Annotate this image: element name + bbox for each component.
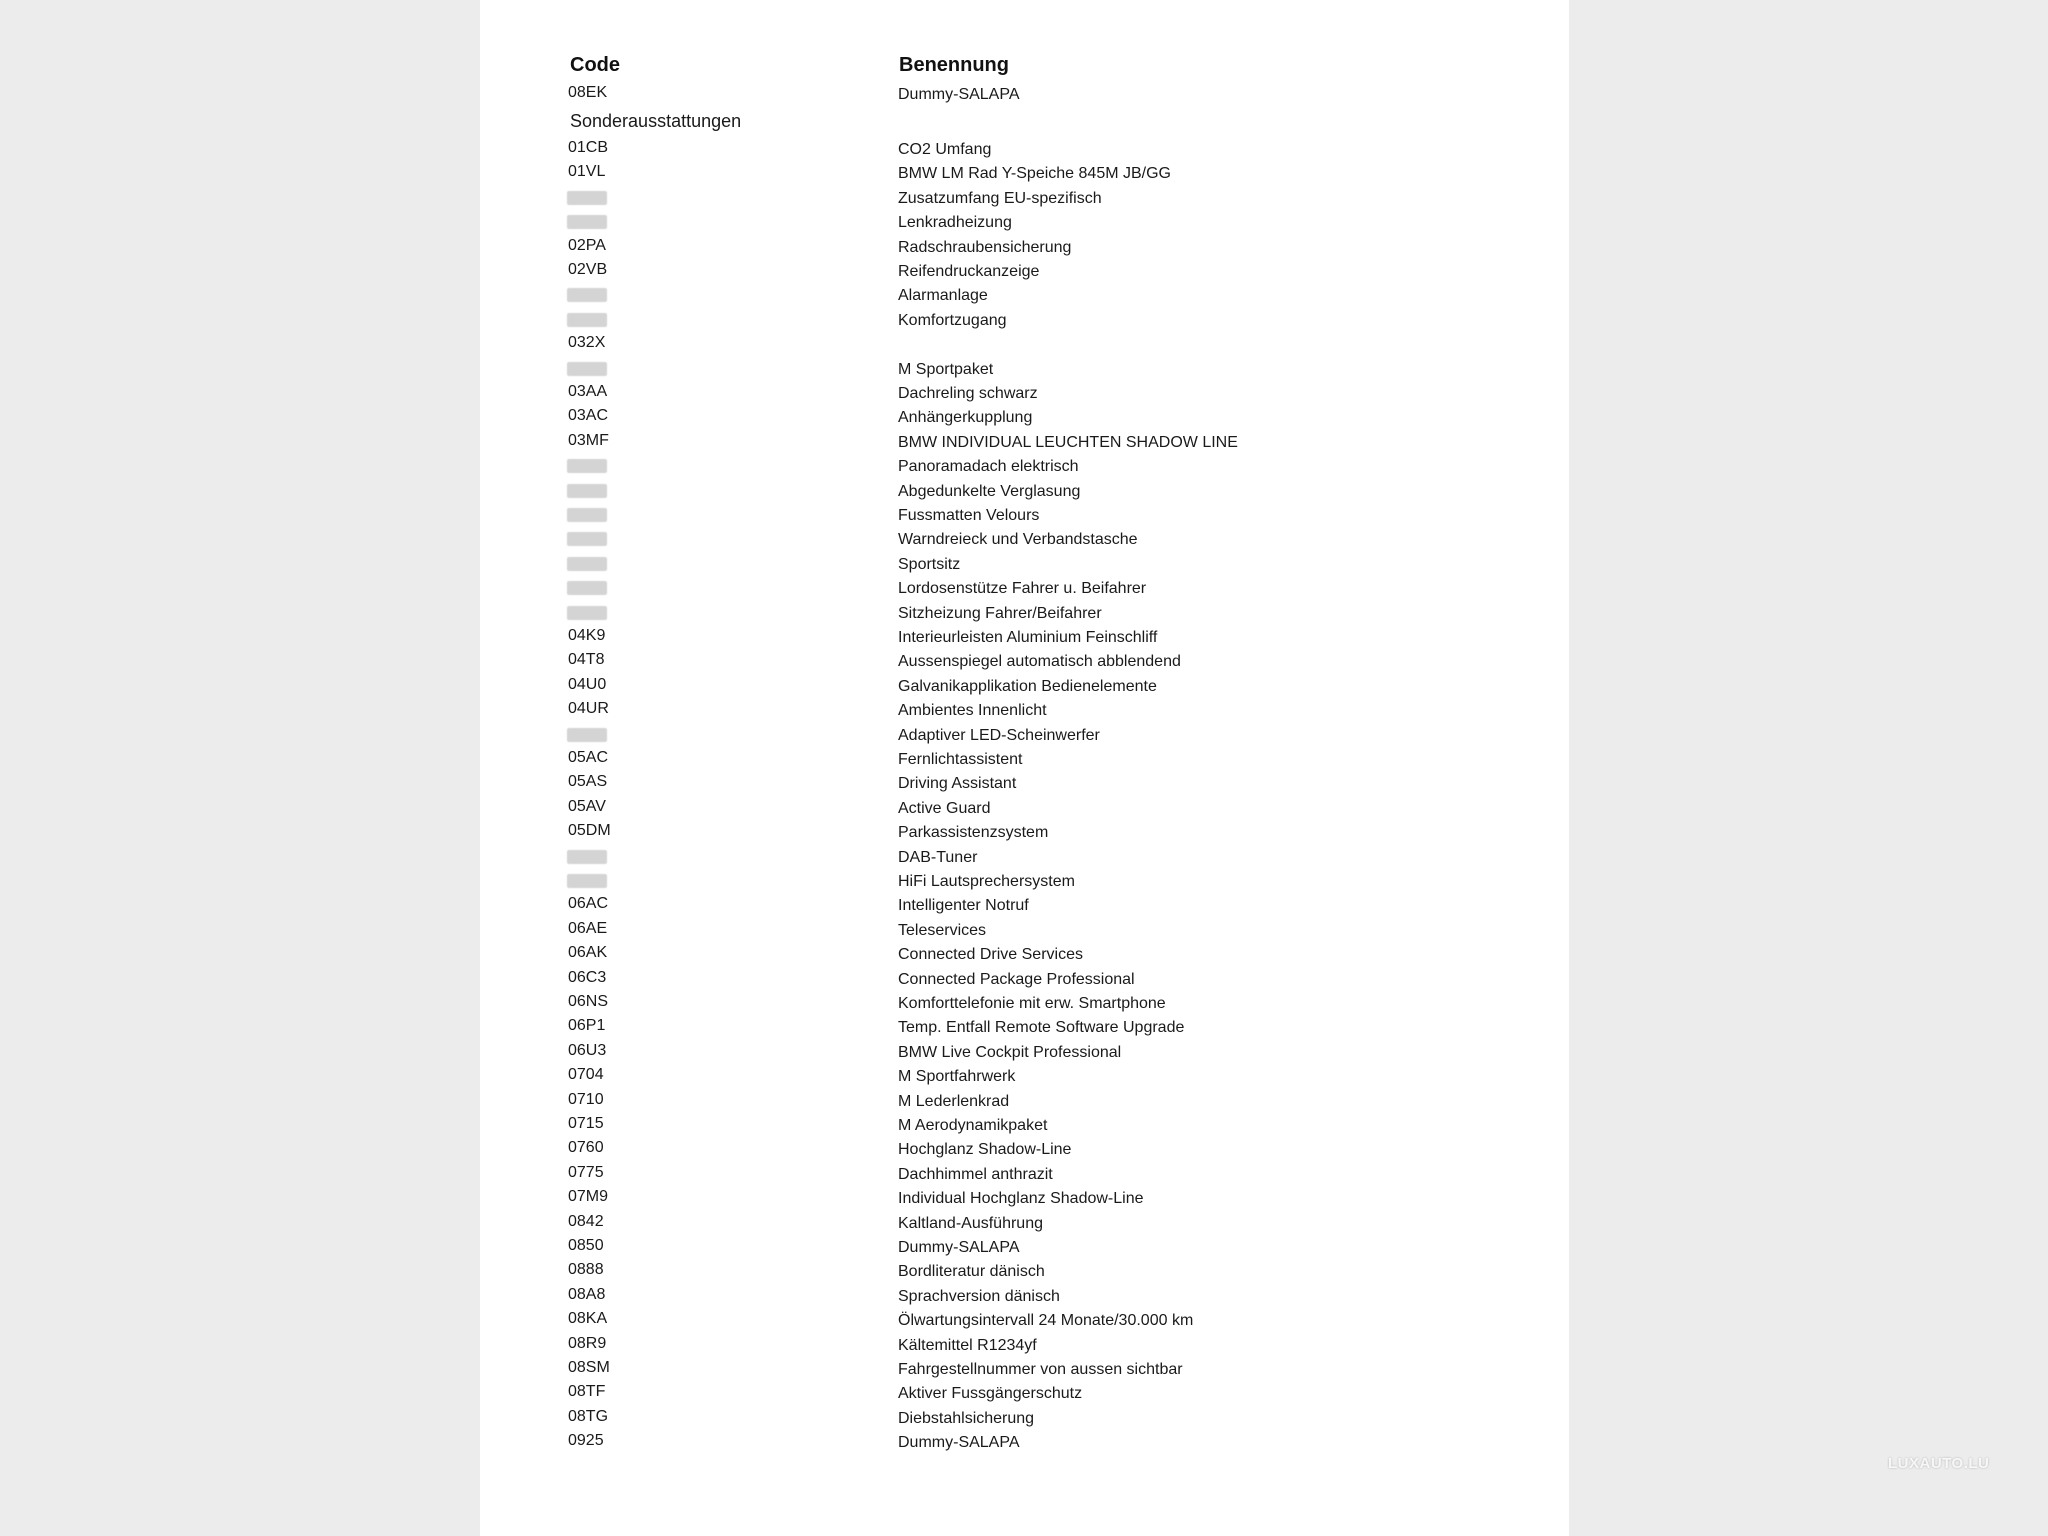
option-row [0, 1188, 2048, 1212]
option-name: Hochglanz Shadow-Line [898, 1141, 1072, 1158]
option-row [0, 1286, 2048, 1310]
option-code: 08SM [568, 1359, 610, 1376]
option-code: 0715 [568, 1115, 604, 1132]
option-name: Kältemittel R1234yf [898, 1337, 1037, 1354]
redacted-code [567, 288, 607, 302]
option-row [0, 1042, 2048, 1066]
section-title: Sonderausstattungen [570, 111, 742, 131]
option-name: Fahrgestellnummer von aussen sichtbar [898, 1361, 1183, 1378]
option-row [0, 1335, 2048, 1359]
redacted-code [567, 532, 607, 546]
option-name: Sprachversion dänisch [898, 1288, 1060, 1305]
option-name: BMW Live Cockpit Professional [898, 1044, 1122, 1061]
option-row [0, 285, 2048, 309]
option-row [0, 1359, 2048, 1383]
option-name: BMW INDIVIDUAL LEUCHTEN SHADOW LINE [898, 434, 1238, 451]
option-row [0, 188, 2048, 212]
option-code: 0775 [568, 1164, 604, 1181]
redacted-code [567, 459, 607, 473]
option-row [0, 481, 2048, 505]
option-name: Dachhimmel anthrazit [898, 1166, 1053, 1183]
option-name: Abgedunkelte Verglasung [898, 483, 1081, 500]
option-name: Lenkradheizung [898, 214, 1012, 231]
option-row [0, 261, 2048, 285]
option-code: 0888 [568, 1261, 604, 1278]
column-header-code: Code [570, 54, 620, 76]
option-row [0, 1261, 2048, 1285]
option-code: 06AC [568, 895, 609, 912]
option-name: Intelligenter Notruf [898, 897, 1029, 914]
option-row [0, 578, 2048, 602]
option-name: Alarmanlage [898, 287, 988, 304]
option-name: Ambientes Innenlicht [898, 702, 1047, 719]
option-name: Active Guard [898, 800, 991, 817]
option-name: Fussmatten Velours [898, 507, 1040, 524]
option-row [0, 676, 2048, 700]
option-row [0, 1164, 2048, 1188]
option-name: Individual Hochglanz Shadow-Line [898, 1190, 1144, 1207]
redacted-code [567, 557, 607, 571]
option-row [0, 383, 2048, 407]
option-name: Connected Drive Services [898, 946, 1083, 963]
option-name: Kaltland-Ausführung [898, 1215, 1043, 1232]
option-code: 08TG [568, 1408, 609, 1425]
option-code: 08EK [568, 84, 608, 101]
option-row [0, 969, 2048, 993]
option-row [0, 993, 2048, 1017]
option-row [0, 334, 2048, 358]
option-code: 0704 [568, 1066, 604, 1083]
option-row [0, 1115, 2048, 1139]
option-name: Temp. Entfall Remote Software Upgrade [898, 1019, 1185, 1036]
option-row [0, 773, 2048, 797]
option-code: 03AA [568, 383, 608, 400]
option-name: DAB-Tuner [898, 849, 978, 866]
option-code: 08R9 [568, 1335, 607, 1352]
option-code: 04K9 [568, 627, 606, 644]
option-row [0, 529, 2048, 553]
option-name: Warndreieck und Verbandstasche [898, 531, 1138, 548]
option-name: Zusatzumfang EU-spezifisch [898, 190, 1102, 207]
option-name: Teleservices [898, 922, 987, 939]
redacted-code [567, 606, 607, 620]
option-row [0, 871, 2048, 895]
option-code: 06U3 [568, 1042, 607, 1059]
option-row [0, 822, 2048, 846]
option-name: Driving Assistant [898, 775, 1017, 792]
option-code: 08A8 [568, 1286, 606, 1303]
option-code: 06AE [568, 920, 608, 937]
redacted-code [567, 581, 607, 595]
option-row [0, 749, 2048, 773]
option-name: Sportsitz [898, 556, 961, 573]
option-name: Dummy-SALAPA [898, 1434, 1020, 1451]
option-code: 04UR [568, 700, 609, 717]
option-code: 03AC [568, 407, 609, 424]
option-name: Adaptiver LED-Scheinwerfer [898, 727, 1100, 744]
option-row [0, 139, 2048, 163]
option-row [0, 1383, 2048, 1407]
option-name: Reifendruckanzeige [898, 263, 1040, 280]
option-row [0, 700, 2048, 724]
redacted-code [567, 728, 607, 742]
option-row [0, 1432, 2048, 1456]
option-code: 01CB [568, 139, 609, 156]
option-row [0, 554, 2048, 578]
option-code: 05AS [568, 773, 608, 790]
option-row [0, 359, 2048, 383]
option-name: M Lederlenkrad [898, 1093, 1010, 1110]
option-name: M Aerodynamikpaket [898, 1117, 1048, 1134]
option-row [0, 1091, 2048, 1115]
option-code: 06P1 [568, 1017, 606, 1034]
option-name: Aussenspiegel automatisch abblendend [898, 653, 1181, 670]
option-code: 06AK [568, 944, 608, 961]
option-name: Dachreling schwarz [898, 385, 1038, 402]
option-code: 0925 [568, 1432, 604, 1449]
option-row [0, 84, 2048, 108]
redacted-code [567, 362, 607, 376]
option-name: Ölwartungsintervall 24 Monate/30.000 km [898, 1312, 1194, 1329]
redacted-code [567, 313, 607, 327]
option-row [0, 1066, 2048, 1090]
option-row [0, 1139, 2048, 1163]
option-row [0, 310, 2048, 334]
option-name: Bordliteratur dänisch [898, 1263, 1045, 1280]
option-row [0, 407, 2048, 431]
redacted-code [567, 508, 607, 522]
option-code: 0850 [568, 1237, 604, 1254]
option-name: Diebstahlsicherung [898, 1410, 1035, 1427]
option-row [0, 651, 2048, 675]
option-name: HiFi Lautsprechersystem [898, 873, 1075, 890]
option-code: 0842 [568, 1213, 604, 1230]
option-name: Komfortzugang [898, 312, 1007, 329]
option-code: 07M9 [568, 1188, 609, 1205]
option-code: 02PA [568, 237, 606, 254]
option-name: Panoramadach elektrisch [898, 458, 1079, 475]
option-row [0, 603, 2048, 627]
option-code: 03MF [568, 432, 609, 449]
watermark-logo: LUXAUTO.LU [1888, 1455, 1990, 1472]
option-name: Anhängerkupplung [898, 409, 1033, 426]
option-code: 04U0 [568, 676, 607, 693]
option-code: 032X [568, 334, 606, 351]
option-row [0, 1017, 2048, 1041]
option-name: Fernlichtassistent [898, 751, 1023, 768]
option-name: M Sportpaket [898, 361, 994, 378]
option-code: 06C3 [568, 969, 607, 986]
option-row [0, 505, 2048, 529]
option-name: Galvanikapplikation Bedienelemente [898, 678, 1157, 695]
option-name: Dummy-SALAPA [898, 1239, 1020, 1256]
option-code: 05AC [568, 749, 609, 766]
option-code: 05AV [568, 798, 606, 815]
option-name: BMW LM Rad Y-Speiche 845M JB/GG [898, 165, 1171, 182]
option-row [0, 237, 2048, 261]
option-name: Interieurleisten Aluminium Feinschliff [898, 629, 1158, 646]
redacted-code [567, 874, 607, 888]
option-code: 02VB [568, 261, 608, 278]
option-row [0, 432, 2048, 456]
redacted-code [567, 850, 607, 864]
option-row [0, 212, 2048, 236]
option-code: 08KA [568, 1310, 608, 1327]
option-row [0, 798, 2048, 822]
option-row [0, 847, 2048, 871]
redacted-code [567, 191, 607, 205]
option-row [0, 725, 2048, 749]
column-header-name: Benennung [899, 54, 1009, 76]
option-code: 0760 [568, 1139, 604, 1156]
option-name: Radschraubensicherung [898, 239, 1072, 256]
option-name: Komforttelefonie mit erw. Smartphone [898, 995, 1166, 1012]
option-code: 04T8 [568, 651, 605, 668]
option-row [0, 456, 2048, 480]
option-name: M Sportfahrwerk [898, 1068, 1016, 1085]
option-name: Sitzheizung Fahrer/Beifahrer [898, 605, 1102, 622]
option-code: 05DM [568, 822, 611, 839]
option-name: Aktiver Fussgängerschutz [898, 1385, 1083, 1402]
option-code: 01VL [568, 163, 606, 180]
option-row [0, 1408, 2048, 1432]
option-code: 06NS [568, 993, 609, 1010]
option-row [0, 944, 2048, 968]
option-row [0, 1310, 2048, 1334]
option-row [0, 1237, 2048, 1261]
option-row [0, 627, 2048, 651]
redacted-code [567, 484, 607, 498]
option-name: Connected Package Professional [898, 971, 1135, 988]
option-name: Parkassistenzsystem [898, 824, 1049, 841]
option-name: Dummy-SALAPA [898, 86, 1020, 103]
option-row [0, 895, 2048, 919]
option-row [0, 920, 2048, 944]
option-name: CO2 Umfang [898, 141, 992, 158]
option-row [0, 163, 2048, 187]
option-code: 0710 [568, 1091, 604, 1108]
redacted-code [567, 215, 607, 229]
option-name: Lordosenstütze Fahrer u. Beifahrer [898, 580, 1147, 597]
option-row [0, 1213, 2048, 1237]
option-code: 08TF [568, 1383, 606, 1400]
